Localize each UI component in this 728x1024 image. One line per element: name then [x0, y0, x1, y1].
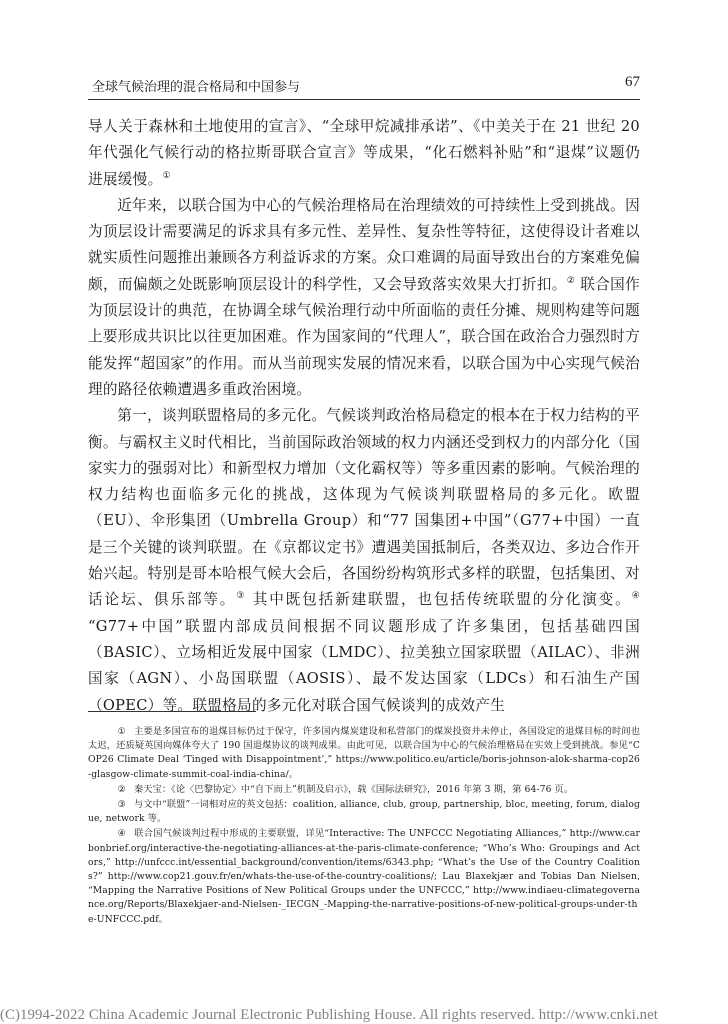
paragraph-2 [88, 193, 640, 403]
paragraph-1 [88, 114, 640, 193]
footnote-3 [88, 798, 640, 826]
footnote-4 [88, 827, 640, 926]
footnote-text: 主要是多国宣布的退煤目标仍过于保守，许多国内煤炭建设和私营部门的煤炭投资并未停止，各国设定的退煤目标的时间也太迟，还质疑英国向媒体夸大了 190 国退煤协议的谈判成果。由此可见，以联合国为中心的气候治理格局在实效上受到挑战。参见“COP26 Climate Deal ‘Tinged with Disappointment’,” https://www.politico.eu/article/boris-johnson-alok-sharma-cop26-glasgow-climate-summit-coal-india-china/。 [88, 726, 640, 780]
footnote-ref-4[interactable]: ④ [631, 591, 640, 602]
paragraph-2-text-a: 近年来，以联合国为中心的气候治理格局在治理绩效的可持续性上受到挑战。因为顶层设计需要满足的诉求具有多元性、差异性、复杂性等特征，这使得设计者难以就实质性问题推出兼顾各方利益诉求的方案。众口难调的局面导致出台的方案难免偏颇，而偏颇之处既影响顶层设计的科学性，又会导致落实效果大打折扣。 [88, 196, 640, 293]
footnote-marker: ① [117, 726, 126, 737]
footnote-marker: ② [117, 783, 126, 795]
header-divider [88, 99, 640, 100]
paragraph-3 [88, 403, 640, 719]
footnote-text: 秦天宝：《论〈巴黎协定〉中“自下而上”机制及启示》，载《国际法研究》，2016 年第 3 期，第 64-76 页。 [134, 783, 574, 795]
running-title: 全球气候治理的混合格局和中国参与 [92, 80, 301, 95]
running-header [88, 74, 640, 94]
footnotes [88, 725, 640, 928]
footnote-text: 联合国气候谈判过程中形成的主要联盟，详见“Interactive: The UNFCCC Negotiating Alliances,” http://www.carbonbrief.org/interactive-the-negotiating-alliances-at-the-paris-climate-conference; “Who’s Who: Groupings and Actors,” http://unfccc.int/essential_background/convention/items/6343.php; “What’s the Use of the Country Coalitions?” http://www.cop21.gouv.fr/en/whats-the-use-of-the-country-coalitions/; Lau Blaxekjær and Tobias Dan Nielsen, “Mapping the Narrative Positions of New Political Groups under the UNFCCC,” http://www.indiaeu-climategovernance.org/Reports/Blaxekjaer-and-Nielsen-_IECGN_-Mapping-the-narrative-positions-of-new-political-groups-under-the-UNFCCC.pdf。 [88, 828, 640, 925]
footnote-ref-3[interactable]: ③ [236, 591, 247, 602]
footnote-ref-2[interactable]: ② [566, 275, 576, 286]
footnote-marker: ③ [117, 799, 126, 811]
footnote-1 [88, 725, 640, 782]
paragraph-1-text: 导人关于森林和土地使用的宣言》、“全球甲烷减排承诺”、《中美关于在 21 世纪 20 年代强化气候行动的格拉斯哥联合宣言》等成果，“化石燃料补贴”和“退煤”议题仍进展缓慢。 [88, 118, 640, 188]
page-number: 67 [625, 74, 640, 90]
paragraph-3-text-a: 第一，谈判联盟格局的多元化。气候谈判政治格局稳定的根本在于权力结构的平衡。与霸权主义时代相比，当前国际政治领域的权力内涵还受到权力的内部分化（国家实力的强弱对比）和新型权力增加（文化霸权等）等多重因素的影响。气候治理的权力结构也面临多元化的挑战，这体现为气候谈判联盟格局的多元化。欧盟（EU）、伞形集团（Umbrella Group）和“77 国集团+中国”（G77+中国）一直是三个关键的谈判联盟。在《京都议定书》遭遇美国抵制后，各类双边、多边合作开始兴起。特别是哥本哈根气候大会后，各国纷纷构筑形式多样的联盟，包括集团、对话论坛、俱乐部等。 [88, 407, 640, 609]
footnote-ref-1[interactable]: ① [162, 170, 171, 181]
paragraph-3-text-c: “G77+中国”联盟内部成员间根据不同议题形成了许多集团，包括基础四国（BASIC）、立场相近发展中国家（LMDC）、拉美独立国家联盟（AILAC）、非洲国家（AGN）、小岛国联盟（AOSIS）、最不发达国家（LDCs）和石油生产国（OPEC）等。联盟格局的多元化对联合国气候谈判的成效产生 [88, 617, 640, 714]
footnote-2 [88, 783, 640, 797]
footnote-text: 与文中“联盟”一词相对应的英文包括：coalition, alliance, club, group, partnership, bloc, meeting, forum, dialogue, network 等。 [88, 799, 640, 825]
paragraph-3-text-b: 其中既包括新建联盟，也包括传统联盟的分化演变。 [246, 591, 632, 609]
footnote-divider [88, 711, 256, 712]
footnote-marker: ④ [117, 828, 126, 840]
copyright-watermark: (C)1994-2022 China Academic Journal Electronic Publishing House. All rights reserved. http://www.cnki.net [0, 1007, 659, 1023]
paragraph-2-text-b: 联合国作为顶层设计的典范，在协调全球气候治理行动中所面临的责任分摊、规则构建等问题上要形成共识比以往更加困难。作为国家间的“代理人”，联合国在政治合力强烈时方能发挥“超国家”的作用。而从当前现实发展的情况来看，以联合国为中心实现气候治理的路径依赖遭遇多重政治困境。 [88, 275, 640, 398]
main-text [88, 114, 640, 719]
